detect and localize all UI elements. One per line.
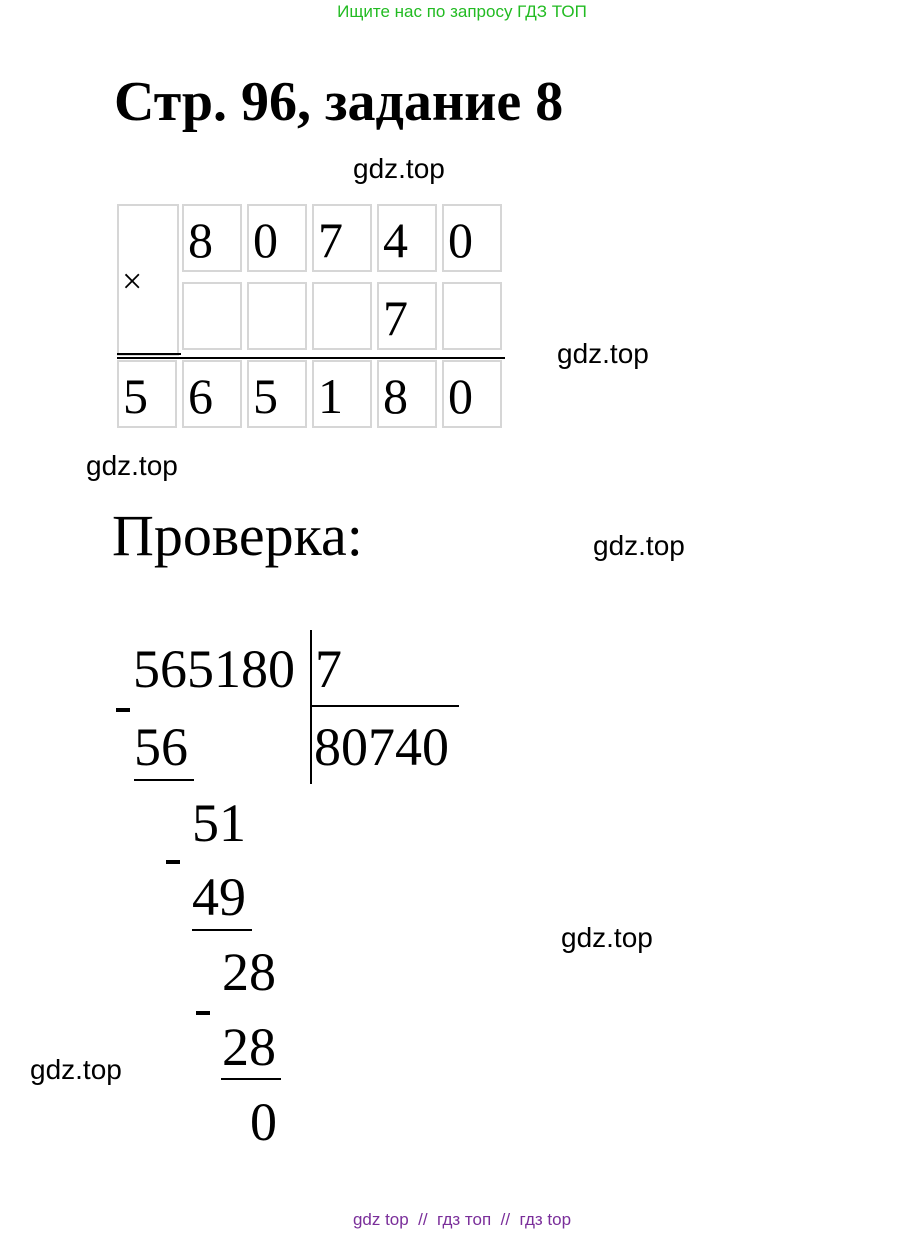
multiplier-digit [247,282,307,350]
step-line [192,929,252,931]
remainder: 28 [222,942,276,1002]
quotient: 80740 [314,717,449,777]
watermark: gdz.top [561,922,653,953]
subtrahend: 56 [134,717,188,777]
multiplier-digit: 7 [377,282,437,350]
multiply-sign: × [117,204,179,356]
result-line [117,353,181,355]
watermark: gdz.top [557,338,649,369]
watermark: gdz.top [593,530,685,561]
remainder: 51 [192,793,246,853]
watermark: gdz.top [30,1054,122,1085]
step-line [221,1078,281,1080]
minus-sign [166,860,180,864]
check-title: Проверка: [112,503,363,568]
step-line [134,779,194,781]
multiplier-digit [442,282,502,350]
product-digit: 1 [312,360,372,428]
subtrahend: 28 [222,1017,276,1077]
product-digit: 6 [182,360,242,428]
product-digit: 5 [247,360,307,428]
subtrahend: 49 [192,867,246,927]
multiplicand-digit: 7 [312,204,372,272]
final-remainder: 0 [250,1092,277,1152]
watermark: gdz.top [353,153,445,184]
product-digit: 0 [442,360,502,428]
product-digit: 5 [117,360,177,428]
page-title: Стр. 96, задание 8 [114,71,564,133]
minus-sign [196,1011,210,1015]
divisor: 7 [315,639,342,699]
multiplier-digit [312,282,372,350]
multiplicand-digit: 0 [442,204,502,272]
minus-sign [116,708,130,712]
multiplier-digit [182,282,242,350]
footer-links: gdz top // гдз топ // гдз top [352,1210,572,1229]
dividend: 565180 [133,639,295,699]
result-line [117,357,505,359]
multiplicand-digit: 8 [182,204,242,272]
top-banner: Ищите нас по запросу ГДЗ ТОП [337,2,587,21]
division-bar [310,630,312,784]
multiplicand-digit: 4 [377,204,437,272]
multiplicand-digit: 0 [247,204,307,272]
product-digit: 8 [377,360,437,428]
watermark: gdz.top [86,450,178,481]
quotient-line [311,705,459,707]
